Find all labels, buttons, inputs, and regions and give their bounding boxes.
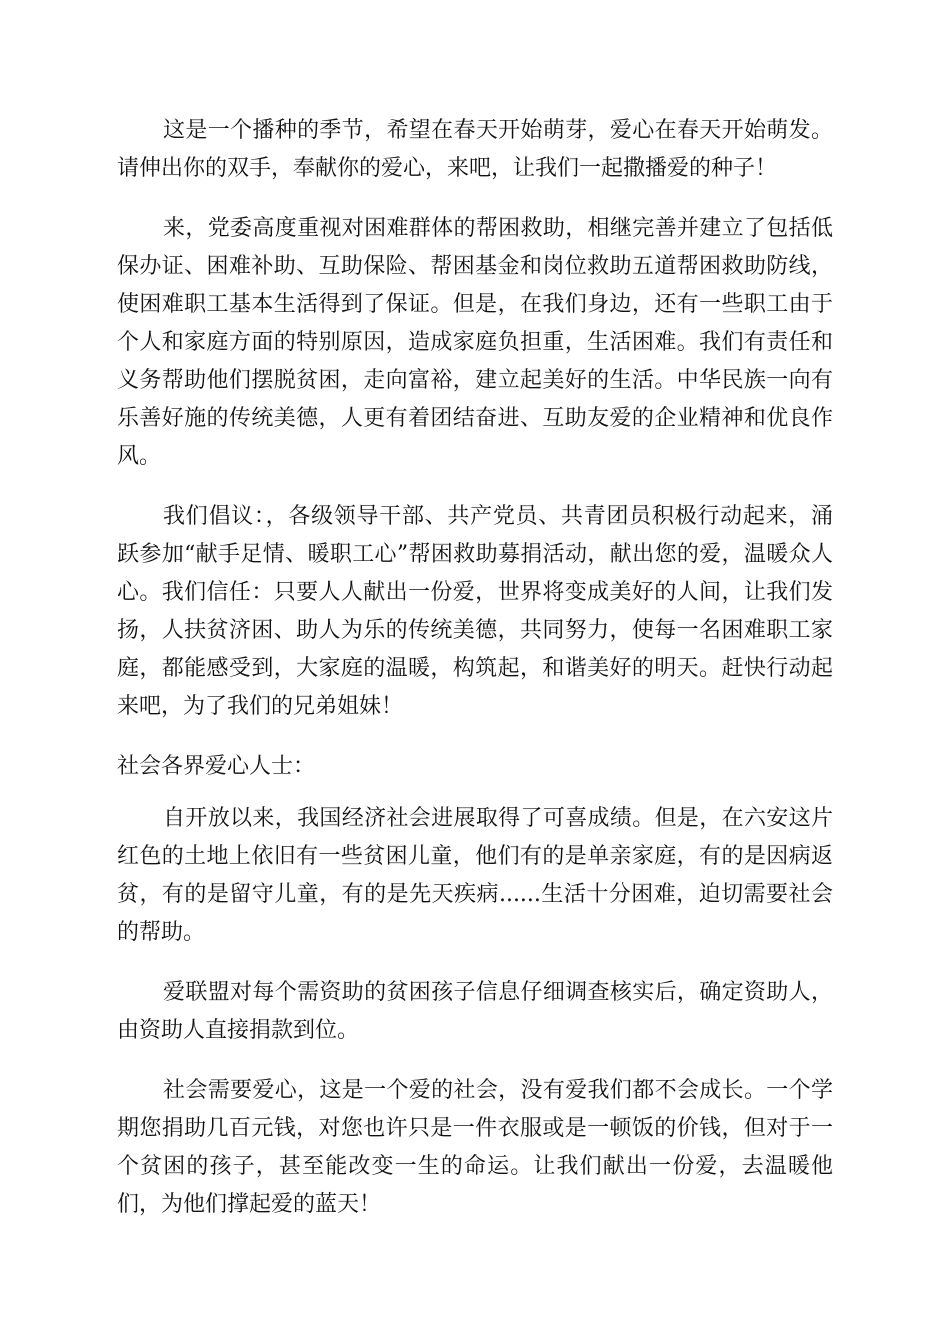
paragraph-society-needs-love: 社会需要爱心，这是一个爱的社会，没有爱我们都不会成长。一个学期您捐助几百元钱，对您也许只是一件衣服或是一顿饭的价钱，但对于一个贫困的孩子，甚至能改变一生的命运。让我们献出一份爱，去温暖他们，为他们撑起爱的蓝天！ [117, 1078, 833, 1217]
paragraph-party-committee-aid: 来，党委高度重视对困难群体的帮困救助，相继完善并建立了包括低保办证、困难补助、互助保险、帮困基金和岗位救助五道帮困救助防线，使困难职工基本生活得到了保证。但是，在我们身边，还有一些职工由于个人和家庭方面的特别原因，造成家庭负担重，生活困难。我们有责任和义务帮助他们摆脱贫困，走向富裕，建立起美好的生活。中华民族一向有乐善好施的传统美德，人更有着团结奋进、互助友爱的企业精神和优良作风。 [117, 216, 833, 469]
document-body [117, 112, 833, 1246]
paragraph-poor-children: 自开放以来，我国经济社会进展取得了可喜成绩。但是，在六安这片红色的土地上依旧有一些贫困儿童，他们有的是单亲家庭，有的是因病返贫，有的是留守儿童，有的是先天疾病......生活十分困难，迫切需要社会的帮助。 [117, 806, 833, 945]
paragraph-sowing-season: 这是一个播种的季节，希望在春天开始萌芽，爱心在春天开始萌发。请伸出你的双手，奉献你的爱心，来吧，让我们一起撒播爱的种子！ [117, 118, 833, 181]
salutation-line: 社会各界爱心人士： [117, 754, 316, 779]
paragraph-proposal: 我们倡议：，各级领导干部、共产党员、共青团员积极行动起来，涌跃参加“献手足情、暖职工心”帮困救助募捐活动，献出您的爱，温暖众人心。我们信任：只要人人献出一份爱，世界将变成美好的人间，让我们发扬，人扶贫济困、助人为乐的传统美德，共同努力，使每一名困难职工家庭，都能感受到，大家庭的温暖，构筑起，和谐美好的明天。赶快行动起来吧，为了我们的兄弟姐妹！ [117, 504, 833, 719]
paragraph-love-alliance: 爱联盟对每个需资助的贫困孩子信息仔细调查核实后，确定资助人，由资助人直接捐款到位。 [117, 980, 833, 1043]
